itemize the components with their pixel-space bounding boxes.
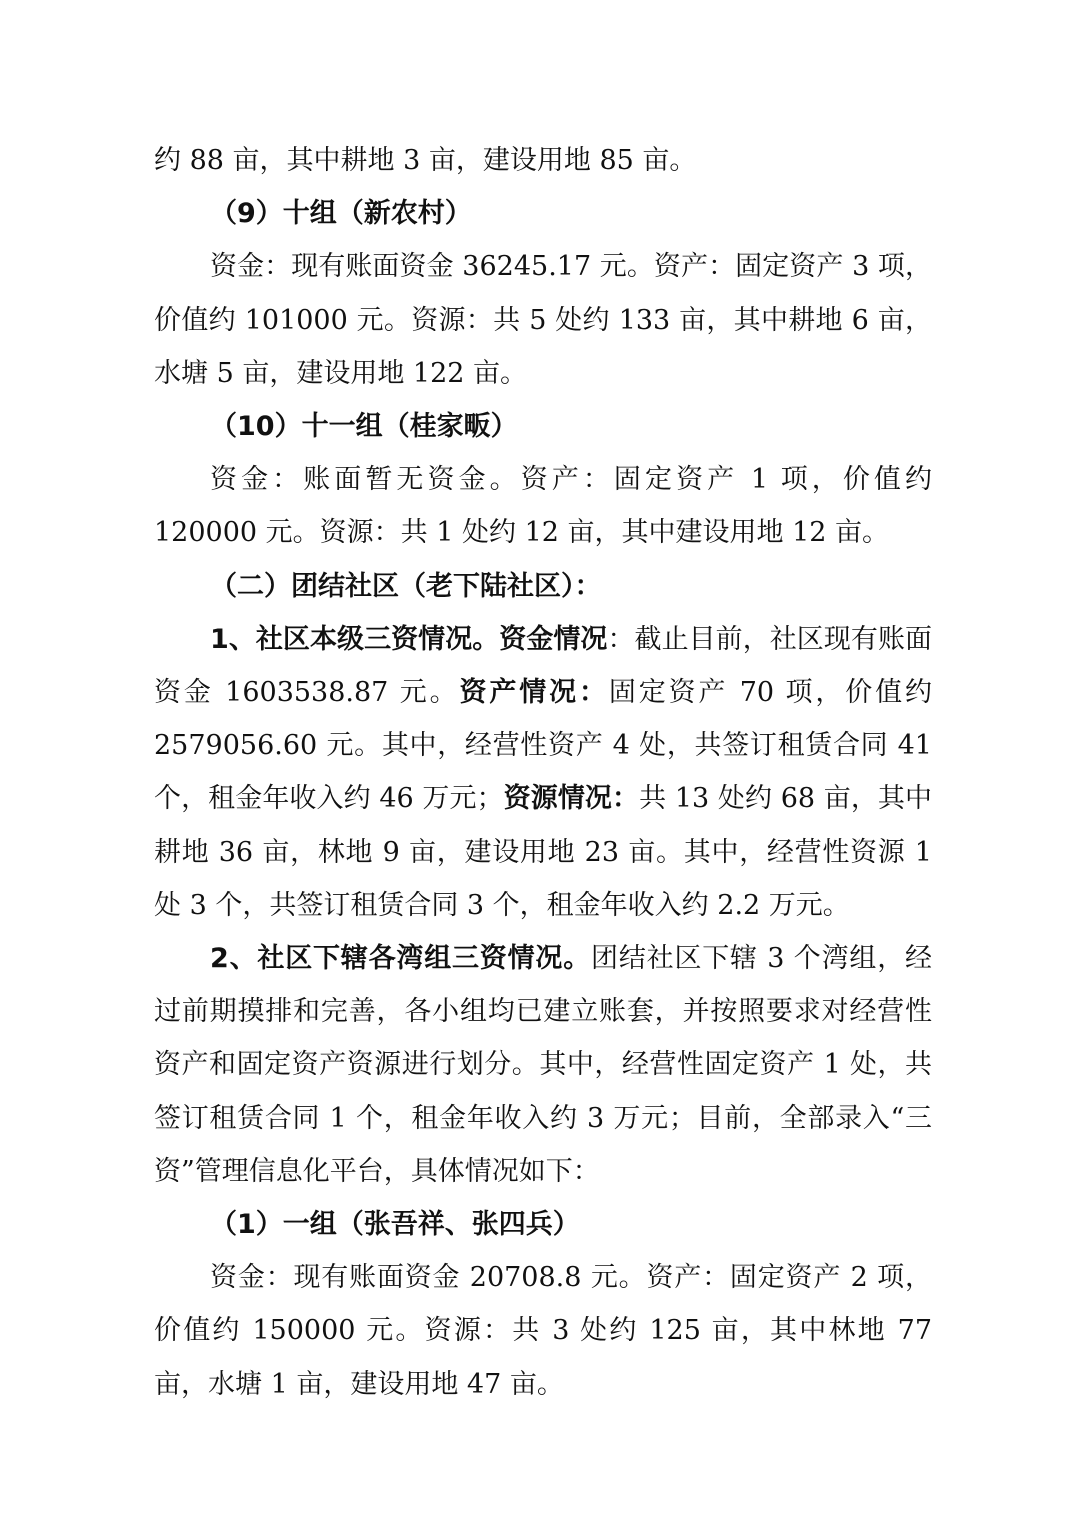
- section1-lead: 1、社区本级三资情况。: [210, 623, 500, 655]
- resources-label: 资源情况：: [503, 783, 640, 815]
- heading-group11: （10）十一组（桂家畈）: [210, 411, 518, 443]
- paragraph-community-level: [154, 613, 932, 932]
- assets-label: 资产情况：: [459, 677, 609, 709]
- paragraph-group9-tail: 约 88 亩，其中耕地 3 亩，建设用地 85 亩。: [154, 145, 697, 176]
- heading-tuanjie-community: （二）团结社区（老下陆社区）：: [210, 570, 602, 602]
- section2-text: 团结社区下辖 3 个湾组，经过前期摸排和完善，各小组均已建立账套，并按照要求对经营性资产和固定资产资源进行划分。其中，经营性固定资产 1 处，共签订租赁合同 1 个，租金年收入约 3 万元；目前，全部录入“三资”管理信息化平台，具体情况如下：: [154, 943, 933, 1187]
- section2-lead: 2、社区下辖各湾组三资情况。: [210, 943, 592, 975]
- assets-text: 固定资产 70 项，价值约 2579056.60 元。其中，经营性资产 4 处，共签订租赁合同 41 个，租金年收入约 46 万元；: [154, 677, 932, 815]
- paragraph-subgroups: [154, 932, 932, 1198]
- heading-group10: （9）十组（新农村）: [210, 198, 472, 230]
- document-page: [154, 134, 932, 1411]
- paragraph-group1: 资金：现有账面资金 20708.8 元。资产：固定资产 2 项，价值约 150000 元。资源：共 3 处约 125 亩，其中林地 77 亩，水塘 1 亩，建设用地 47 亩。: [154, 1262, 932, 1400]
- funds-text: ：截止目前，社区现有账面资金 1603538.87 元。: [154, 623, 932, 709]
- paragraph-group10: 资金：现有账面资金 36245.17 元。资产：固定资产 3 项，价值约 101000 元。资源：共 5 处约 133 亩，其中耕地 6 亩，水塘 5 亩，建设用地 122 亩。: [154, 251, 932, 389]
- heading-group1: （1）一组（张吾祥、张四兵）: [210, 1209, 580, 1241]
- resources-text: 共 13 处约 68 亩，其中耕地 36 亩，林地 9 亩，建设用地 23 亩。其中，经营性资源 1 处 3 个，共签订租赁合同 3 个，租金年收入约 2.2 万元。: [154, 783, 933, 921]
- funds-label: 资金情况: [499, 623, 608, 655]
- paragraph-group11: 资金：账面暂无资金。资产：固定资产 1 项，价值约 120000 元。资源：共 1 处约 12 亩，其中建设用地 12 亩。: [154, 464, 932, 549]
